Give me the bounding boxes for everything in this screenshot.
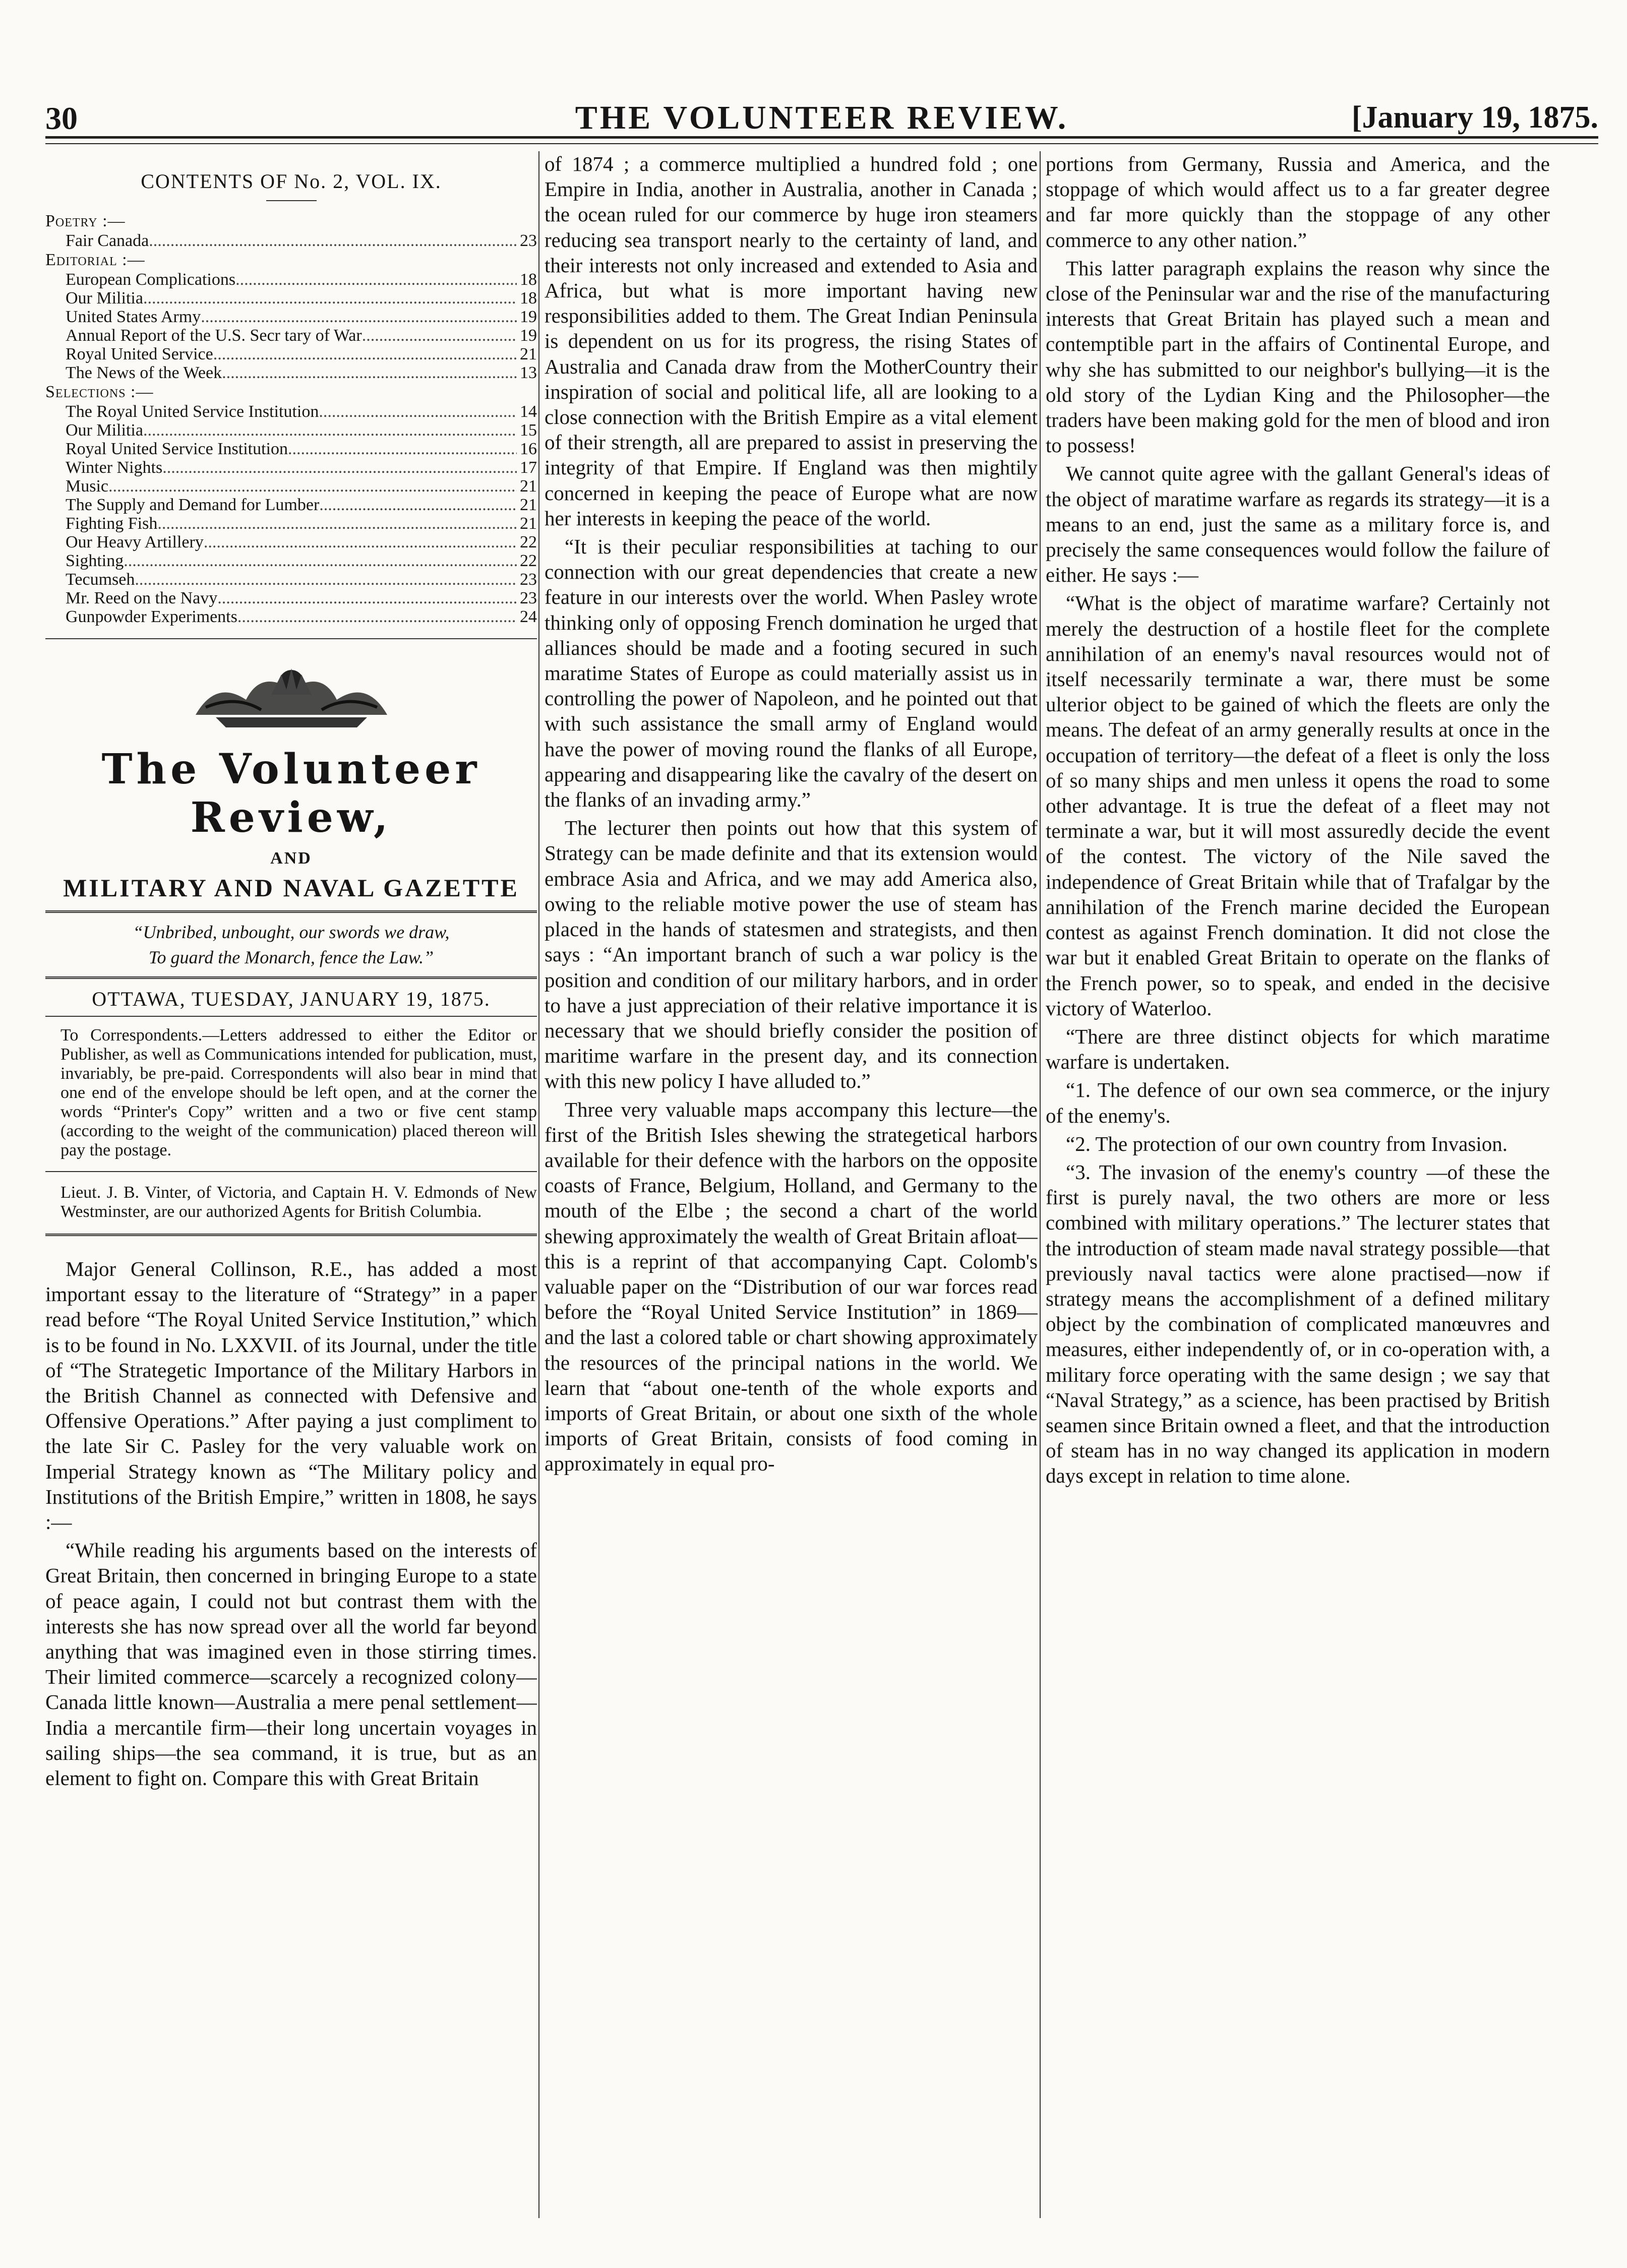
- contents-item: Fighting Fish ..... 21: [45, 514, 537, 533]
- contents-item: Tecumseh ..... 23: [45, 570, 537, 589]
- masthead-subtitle: MILITARY AND NAVAL GAZETTE: [63, 874, 519, 902]
- paragraph: of 1874 ; a commerce multiplied a hundred fold ; one Empire in India, another in Australia, another in Canada ; the ocean ruled for our commerce by huge iron steamers reducing sea transport nearly to the certainty of land, and their interests not only increased and extended to Asia and Africa, but what is more important having new responsibilities added to them. The Great Indian Peninsula is dependent on us for its progress, the rising States of Australia and Canada draw from the MotherCountry their inspiration of social and political life, all are looking to a close connection with the British Empire as a vital element of their strength, all are prepared to assist in preserving the integrity of that Empire. If England was then mightily concerned in keeping the peace of Europe what are now her interests in keeping the peace of the world.: [545, 152, 1038, 530]
- editorial-text-col1: [45, 1256, 537, 1791]
- running-title: THE VOLUNTEER REVIEW.: [575, 99, 1069, 136]
- contents-section-poetry: [45, 211, 537, 250]
- editorial-text-col2: [545, 151, 1038, 1477]
- contents-item: Royal United Service Institution ..... 16: [45, 440, 537, 458]
- paragraph: “While reading his arguments based on the interests of Great Britain, then concerned in bringing Europe to a state of peace again, I could not but contrast them with the interests she has now spread over all the world far beyond anything that was imagined even in those stirring times. Their limited commerce—scarcely a recognized colony—Canada little known—Australia a mere penal settlement—India a mercantile firm—their long uncertain voyages in sailing ships—the sea command, it is true, but as an element to fight on. Compare this with Great Britain: [45, 1539, 537, 1790]
- contents-item: United States Army ..... 19: [45, 308, 537, 326]
- motto-line: “Unbribed, unbought, our swords we draw,: [133, 922, 450, 942]
- contents-rule: [266, 200, 317, 201]
- agents-notice: Lieut. J. B. Vinter, of Victoria, and Captain H. V. Edmonds of New Westminster, are our authorized Agents for British Columbia.: [61, 1183, 537, 1221]
- contents-heading: Editorial :—: [45, 251, 145, 269]
- contents-item: Fair Canada ..... 23: [45, 231, 537, 250]
- paragraph: The lecturer then points out how that this system of Strategy can be made definite and that its extension would embrace Asia and Africa, and we may add America also, owing to the reliable motive power the use of steam has placed in the hands of statesmen and strategists, and then says : “An important branch of such a war policy is the position and condition of our military harbors, and in order to have a just appreciation of their relative importance it is necessary that we should briefly consider the position of maritime warfare in the present day, and its connection with this new policy I have alluded to.”: [545, 816, 1038, 1093]
- dateline-rule-top: [45, 976, 537, 979]
- header-rule-thin: [45, 143, 1598, 144]
- column-rule-1: [538, 151, 539, 2218]
- masthead-rule: [45, 910, 537, 913]
- contents-section-selections: [45, 382, 537, 626]
- masthead-and: AND: [270, 849, 312, 868]
- paragraph: “There are three distinct objects for which maratime warfare is undertaken.: [1046, 1024, 1550, 1074]
- contents-item: The Supply and Demand for Lumber ..... 21: [45, 496, 537, 514]
- column-1: [45, 151, 537, 2228]
- paragraph: portions from Germany, Russia and America, and the stoppage of which would affect us to a far greater degree and far more quickly than the stoppage of any other commerce to any other nation.”: [1046, 152, 1550, 252]
- contents-item: Gunpowder Experiments ..... 24: [45, 607, 537, 626]
- page-number: 30: [45, 100, 78, 136]
- contents-item: Our Militia ..... 18: [45, 289, 537, 308]
- contents-heading: Selections :—: [45, 383, 154, 401]
- editorial-text-col3: [1046, 151, 1550, 1489]
- contents-item: The News of the Week ..... 13: [45, 363, 537, 382]
- contents-item: Music ..... 21: [45, 477, 537, 496]
- contents-item: Sighting ..... 22: [45, 551, 537, 570]
- contents-item: Annual Report of the U.S. Secr tary of War ..... 19: [45, 326, 537, 345]
- contents-item: Winter Nights ..... 17: [45, 458, 537, 477]
- dateline-rule-bottom: [45, 1016, 537, 1017]
- notice-rule: [45, 1171, 537, 1172]
- paragraph: “2. The protection of our own country from Invasion.: [1066, 1132, 1508, 1155]
- contents-item: Royal United Service ..... 21: [45, 345, 537, 363]
- contents-item: The Royal United Service Institution ..... 14: [45, 402, 537, 421]
- paragraph: “1. The defence of our own sea commerce, or the injury of the enemy's.: [1046, 1078, 1550, 1127]
- motto-line: To guard the Monarch, fence the Law.”: [148, 947, 434, 967]
- paragraph: Three very valuable maps accompany this lecture—the first of the British Isles shewing the strategetical harbors available for their defence with the harbors on the opposite coasts of France, Belgium, Holland, and Germany to the mouth of the Elbe ; the second a chart of the world shewing approximately the wealth of Great Britain afloat—this is a reprint of that accompanying Capt. Colomb's valuable paper on the “Distribution of our war forces read before the “Royal United Service Institution” in 1869—and the last a colored table or chart showing approximately the resources of the principal nations in the world. We learn that “about one-tenth of the whole exports and imports of Great Britain, or about one sixth of the whole imports of Great Britain, consists of food coming in approximately in equal pro-: [545, 1097, 1038, 1476]
- contents-heading: Poetry :—: [45, 212, 126, 230]
- masthead-title: The Volunteer Review,: [101, 745, 481, 842]
- header-rule: [45, 136, 1598, 139]
- paragraph: We cannot quite agree with the gallant General's ideas of the object of maratime warfare as regards its strategy—it is a means to an end, just the same as a military force is, and precisely the same consequences would follow the failure of either. He says :—: [1046, 462, 1550, 587]
- page-header: [45, 76, 1598, 146]
- paragraph: This latter paragraph explains the reason why since the close of the Peninsular war and the rise of the manufacturing interests that Great Britain has played such a mean and contemptible part in the affairs of Continental Europe, and why she has submitted to our neighbor's bullying—it is the old story of the Lydian King and the Philosopher—the traders have been making gold for the men of blood and iron to possess!: [1046, 256, 1550, 457]
- dateline: OTTAWA, TUESDAY, JANUARY 19, 1875.: [92, 988, 491, 1010]
- contents-item: Our Heavy Artillery ..... 22: [45, 533, 537, 551]
- contents-title: CONTENTS OF No. 2, VOL. IX.: [141, 170, 442, 193]
- column-3: [1046, 151, 1550, 2228]
- contents-item: European Complications ..... 18: [45, 270, 537, 289]
- contents-item: Mr. Reed on the Navy ..... 23: [45, 589, 537, 607]
- column-rule-2: [1040, 151, 1041, 2218]
- paragraph: “It is their peculiar responsibilities at taching to our connection with our great dependencies that create a new feature in our interests over the world. When Pasley wrote thinking only of opposing French domination he urged that alliances should be made and a footing secured in such maratime States of Europe as could materially assist us in controlling the power of Napoleon, and he pointed out that with such assistance the small army of England would have the power of moving round the flanks of all Europe, appearing and disappearing like the cavalry of the desert on the flanks of an invading army.”: [545, 535, 1038, 812]
- editorial-start-rule: [45, 1234, 537, 1236]
- issue-date: [January 19, 1875.: [1351, 100, 1598, 135]
- column-2: [545, 151, 1038, 2228]
- correspondents-notice: To Correspondents.—Letters addressed to either the Editor or Publisher, as well as Communications intended for publication, must, invariably, be pre-paid. Correspondents will also bear in mind that one end of the envelope should be left open, and at the corner the words “Printer's Copy” written and a two or five cent stamp (according to the weight of the communication) placed thereon will pay the postage.: [61, 1026, 537, 1159]
- contents-section-editorial: [45, 250, 537, 382]
- paragraph: “What is the object of maratime warfare? Certainly not merely the destruction of a hostile fleet for the complete annihilation of an enemy's naval resources would not of itself necessarily terminate a war, there must be some ulterior object to be gained of which the fleets are only the means. The defeat of an army generally results at once in the occupation of territory—the defeat of a fleet is only the loss of so many ships and men unless it opens the road to some other advantage. It is true the defeat of a fleet may not terminate a war, but it will most assuredly decide the event of the contest. The victory of the Nile saved the independence of Great Britain while that of Trafalgar by the annihilation of the French marine decided the European contest as against French domination. It did not close the war but it enabled Great Britain to operate on the flanks of the French power, so to speak, and ended in the decisive victory of Waterloo.: [1046, 591, 1550, 1020]
- contents-bottom-rule: [45, 638, 537, 639]
- paragraph: “3. The invasion of the enemy's country —of these the first is purely naval, the two others are more or less combined with military operations.” The lecturer states that the introduction of steam made naval strategy possible—that previously naval tactics were alone practised—now if strategy means the accomplishment of a defined military object by the combination of complicated manœuvres and measures, either independently of, or in co-operation with, a military force operating with the same design ; we say that “Naval Strategy,” as a science, has been practised by British seamen since Britain owned a fleet, and that the introduction of steam has in no way changed its application in modern days except in relation to time alone.: [1046, 1160, 1550, 1488]
- paragraph: Major General Collinson, R.E., has added a most important essay to the literature of “Strategy” in a paper read before “The Royal United Service Institution,” which is to be found in No. LXXVII. of its Journal, under the title of “The Strategetic Importance of the Military Harbors in the British Channel as connected with Defensive and Offensive Operations.” After paying a just compliment to the late Sir C. Pasley for the very valuable work on Imperial Strategy known as “The Military policy and Institutions of the British Empire,” written in 1808, he says :—: [45, 1257, 537, 1534]
- contents-item: Our Militia ..... 15: [45, 421, 537, 440]
- masthead-ornament-icon: [186, 659, 397, 735]
